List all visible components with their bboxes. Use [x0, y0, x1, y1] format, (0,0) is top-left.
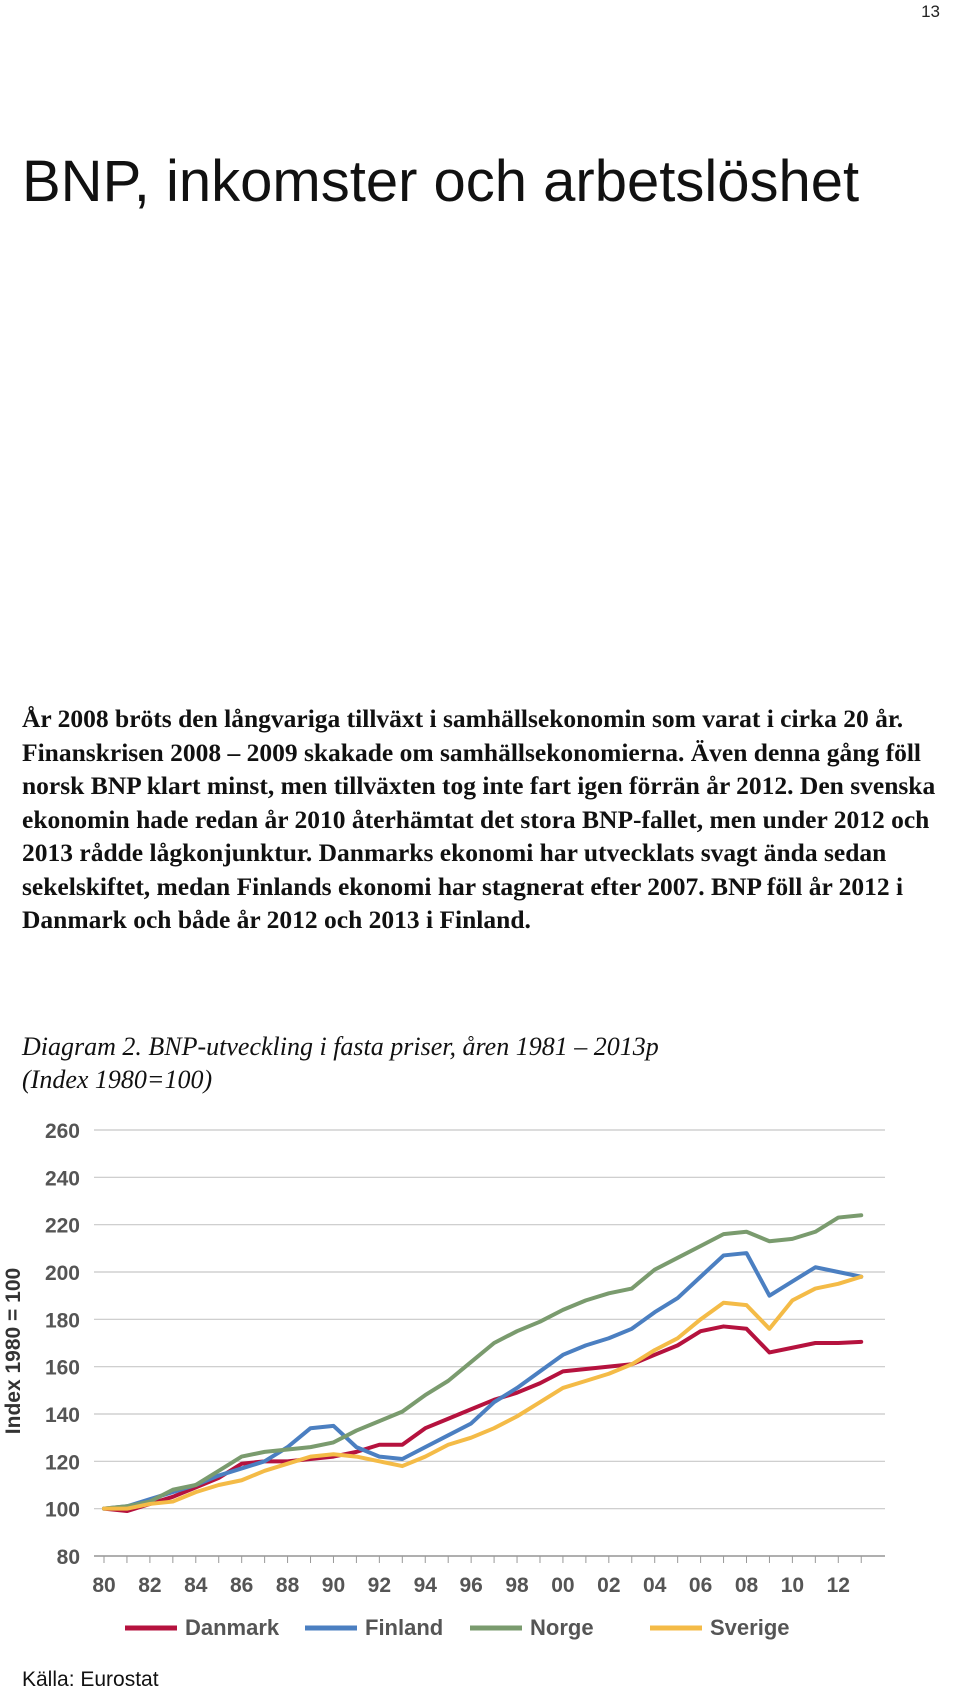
series-lines: [104, 1215, 861, 1511]
y-tick-label: 260: [44, 1120, 80, 1143]
x-tick-label: 10: [780, 1574, 805, 1597]
legend-label: Sverige: [710, 1615, 790, 1640]
page-title: BNP, inkomster och arbetslöshet: [22, 149, 860, 214]
y-tick-label: 220: [44, 1214, 80, 1238]
y-tick-label: 160: [44, 1356, 80, 1380]
caption-line-2: (Index 1980=100): [22, 1065, 213, 1094]
legend-label: Finland: [365, 1615, 444, 1640]
legend-label: Danmark: [185, 1615, 280, 1640]
x-tick-label: 88: [275, 1574, 300, 1597]
x-tick-label: 06: [688, 1574, 713, 1597]
legend: [125, 1615, 790, 1640]
legend-label: Norge: [530, 1615, 594, 1640]
y-tick-label: 100: [44, 1498, 80, 1522]
y-tick-label: 200: [44, 1262, 80, 1285]
x-tick-label: 86: [229, 1574, 254, 1597]
x-tick-label: 96: [459, 1574, 483, 1597]
axes: [2, 1120, 885, 1597]
y-tick-label: 240: [44, 1167, 80, 1191]
y-tick-label: 120: [44, 1451, 80, 1475]
y-tick-label: 80: [56, 1546, 80, 1569]
x-tick-label: 02: [597, 1574, 621, 1597]
x-tick-label: 94: [413, 1574, 437, 1597]
diagram-caption: [22, 1030, 659, 1096]
caption-line-1: Diagram 2. BNP-utveckling i fasta priser, åren 1981 – 2013p: [22, 1032, 659, 1061]
x-tick-label: 00: [551, 1574, 575, 1597]
x-tick-label: 04: [643, 1574, 667, 1597]
x-tick-label: 80: [92, 1574, 116, 1597]
x-tick-label: 90: [321, 1574, 346, 1597]
gdp-line-chart: [0, 1105, 960, 1665]
y-tick-label: 180: [44, 1309, 80, 1333]
x-tick-label: 12: [826, 1574, 850, 1597]
source-note: Källa: Eurostat: [22, 1668, 159, 1691]
y-tick-label: 140: [44, 1404, 80, 1427]
page-number: 13: [921, 2, 940, 21]
gridlines: [94, 1130, 885, 1556]
body-paragraph: År 2008 bröts den långvariga tillväxt i samhällsekonomin som varat i cirka 20 år. Finanskrisen 2008 – 2009 skakade om samhällsekonomierna. Även denna gång föll norsk BNP klart minst, men tillväxten tog inte fart igen förrän år 2012. Den svenska ekonomin hade redan år 2010 återhämtat det stora BNP-fallet, men under 2012 och 2013 rådde lågkonjunktur. Danmarks ekonomi har utvecklats svagt ända sedan sekelskiftet, medan Finlands ekonomi har stagnerat efter 2007. BNP föll år 2012 i Danmark och både år 2012 och 2013 i Finland.: [22, 704, 936, 934]
y-axis-label: Index 1980 = 100: [2, 1267, 25, 1435]
x-tick-label: 98: [505, 1574, 529, 1597]
x-tick-label: 84: [184, 1574, 208, 1597]
x-tick-label: 82: [138, 1574, 162, 1597]
x-tick-label: 08: [734, 1574, 759, 1597]
x-tick-label: 92: [367, 1574, 392, 1597]
